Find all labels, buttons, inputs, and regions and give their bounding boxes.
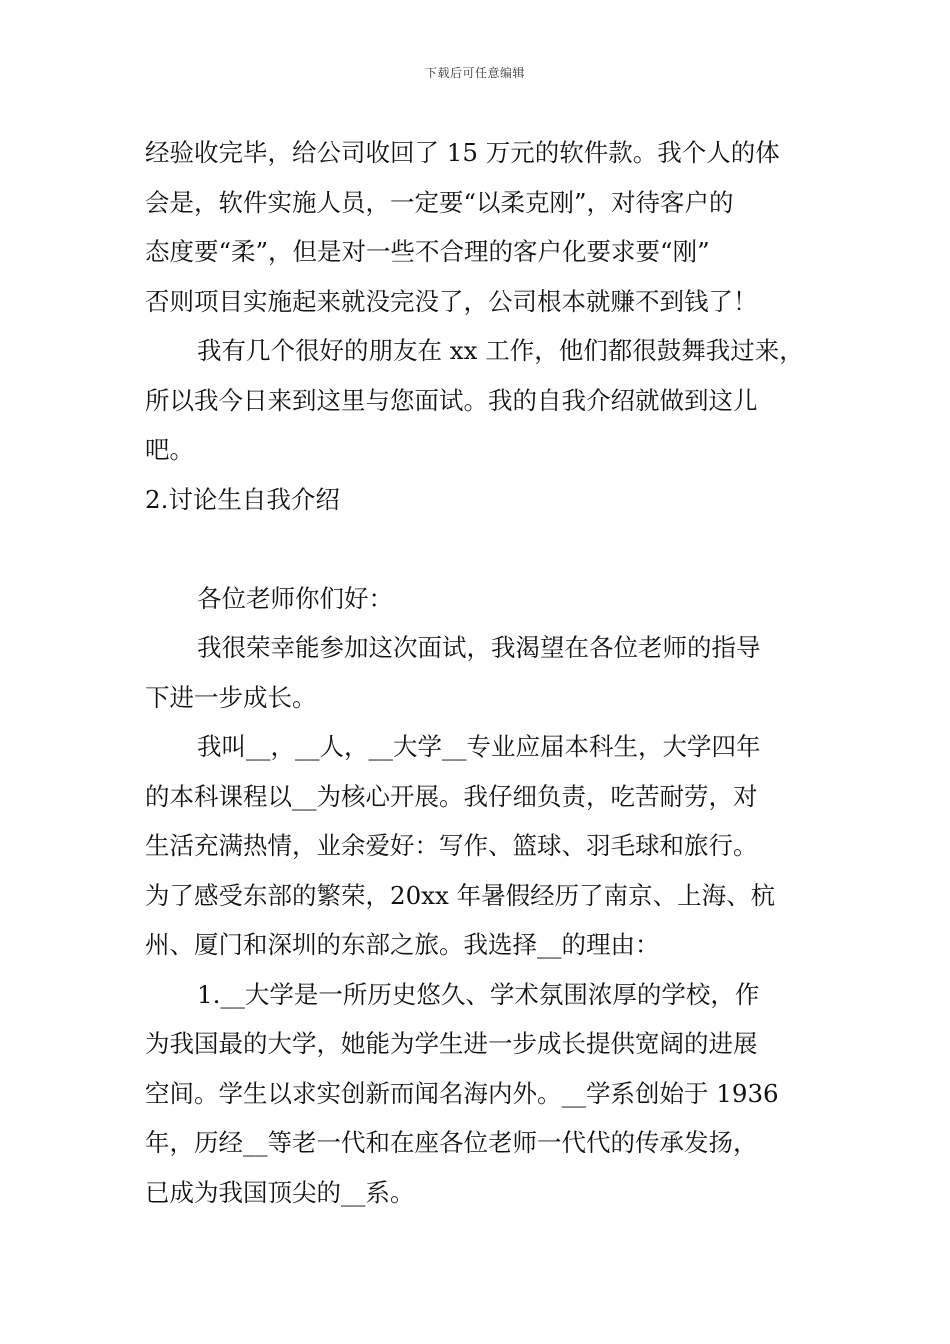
text-line: 为了感受东部的繁荣，20xx 年暑假经历了南京、上海、杭 bbox=[145, 880, 776, 910]
page-header-caption: 下载后可任意编辑 bbox=[424, 66, 525, 80]
document-body bbox=[145, 128, 817, 1217]
text-line: 下进一步成长。 bbox=[145, 682, 317, 712]
text-line: 空间。学生以求实创新而闻名海内外。__学系创始于 1936 bbox=[145, 1078, 779, 1108]
text-line: 态度要“柔”，但是对一些不合理的客户化要求要“刚” bbox=[145, 237, 710, 266]
text-line: 我叫__，__人，__大学__专业应届本科生，大学四年 bbox=[197, 732, 761, 761]
text-line: 所以我今日来到这里与您面试。我的自我介绍就做到这儿 bbox=[145, 385, 758, 415]
text-line: 州、厦门和深圳的东部之旅。我选择__的理由： bbox=[145, 930, 660, 959]
text-line: 否则项目实施起来就没完没了，公司根本就赚不到钱了！ bbox=[145, 286, 758, 316]
text-line: 我有几个很好的朋友在 xx 工作，他们都很鼓舞我过来， bbox=[197, 336, 804, 365]
text-line: 吧。 bbox=[145, 435, 194, 464]
text-line: 生活充满热情，业余爱好：写作、篮球、羽毛球和旅行。 bbox=[145, 831, 758, 860]
text-line: 1.__大学是一所历史悠久、学术氛围浓厚的学校，作 bbox=[197, 979, 760, 1009]
text-line: 的本科课程以__为核心开展。我仔细负责，吃苦耐劳，对 bbox=[145, 781, 758, 811]
blank-line bbox=[145, 524, 817, 574]
text-line: 会是，软件实施人员，一定要“以柔克刚”，对待客户的 bbox=[145, 187, 734, 217]
text-line: 经验收完毕，给公司收回了 15 万元的软件款。我个人的体 bbox=[145, 138, 780, 167]
text-line: 为我国最的大学，她能为学生进一步成长提供宽阔的进展 bbox=[145, 1029, 758, 1058]
section-heading: 2.讨论生自我介绍 bbox=[145, 484, 340, 514]
text-line: 已成为我国顶尖的__系。 bbox=[145, 1177, 415, 1207]
text-line: 年，历经__等老一代和在座各位老师一代代的传承发扬， bbox=[145, 1128, 758, 1157]
text-line: 我很荣幸能参加这次面试，我渴望在各位老师的指导 bbox=[197, 633, 761, 662]
salutation-line: 各位老师你们好： bbox=[197, 583, 393, 613]
